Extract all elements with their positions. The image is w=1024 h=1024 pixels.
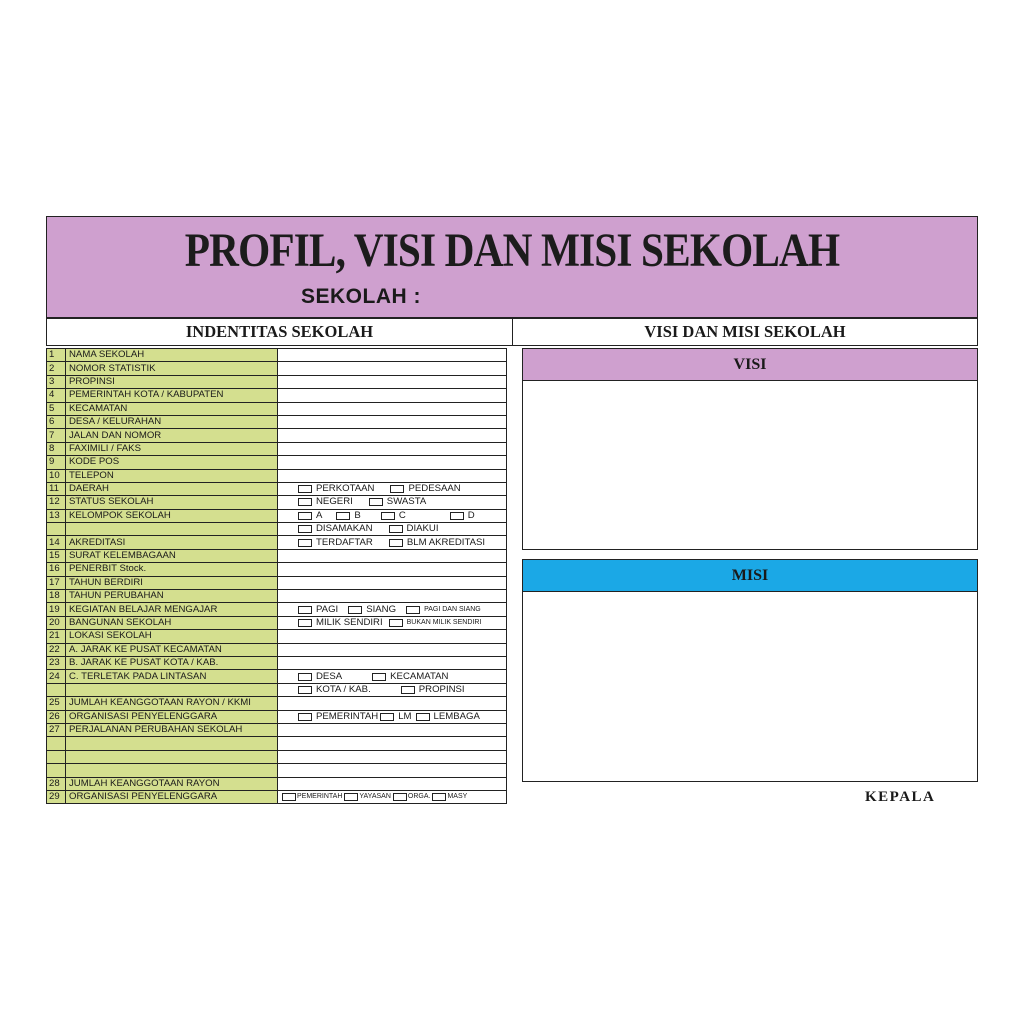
table-row (47, 469, 507, 482)
school-name-label: SEKOLAH : (301, 285, 421, 308)
checkbox-option[interactable] (372, 671, 448, 683)
row-label: PROPINSI (66, 375, 278, 388)
visi-title: VISI (523, 349, 977, 381)
option-group (280, 684, 506, 696)
row-number: 29 (47, 790, 66, 803)
table-row (47, 737, 507, 750)
checkbox-option[interactable] (381, 510, 406, 522)
row-number: 5 (47, 402, 66, 415)
row-number (47, 683, 66, 696)
row-label: STATUS SEKOLAH (66, 496, 278, 509)
checkbox[interactable] (372, 673, 386, 681)
checkbox-option[interactable] (401, 684, 465, 696)
table-row (47, 536, 507, 549)
visi-content-area[interactable] (523, 381, 977, 549)
row-value-field[interactable] (278, 764, 507, 777)
table-row (47, 389, 507, 402)
checkbox-option[interactable] (389, 523, 439, 535)
row-value-field[interactable] (278, 590, 507, 603)
row-number: 17 (47, 576, 66, 589)
checkbox-label: TERDAFTAR (316, 536, 373, 548)
checkbox-label: LEMBAGA (433, 710, 480, 722)
option-group (280, 537, 506, 549)
checkbox[interactable] (298, 485, 312, 493)
row-number: 13 (47, 509, 66, 522)
row-value-field[interactable] (278, 469, 507, 482)
row-label: ORGANISASI PENYELENGGARA (66, 710, 278, 723)
checkbox-option[interactable] (298, 537, 373, 549)
checkbox-label: DISAMAKAN (316, 523, 373, 535)
checkbox-label: DESA (316, 670, 343, 682)
table-row (47, 482, 507, 495)
row-label (66, 683, 278, 696)
checkbox[interactable] (406, 606, 420, 614)
row-value-field[interactable] (278, 603, 507, 616)
row-value-field[interactable] (278, 790, 507, 803)
checkbox-label: A (316, 509, 323, 521)
row-label: C. TERLETAK PADA LINTASAN (66, 670, 278, 683)
checkbox[interactable] (298, 498, 312, 506)
row-value-field[interactable] (278, 389, 507, 402)
row-value-field[interactable] (278, 415, 507, 428)
row-number: 3 (47, 375, 66, 388)
row-label: KECAMATAN (66, 402, 278, 415)
table-row (47, 456, 507, 469)
row-value-field[interactable] (278, 456, 507, 469)
row-label (66, 750, 278, 763)
row-number: 26 (47, 710, 66, 723)
checkbox-label: MILIK SENDIRI (316, 617, 383, 628)
row-label: ORGANISASI PENYELENGGARA (66, 790, 278, 803)
page-title: PROFIL, VISI DAN MISI SEKOLAH (184, 224, 840, 277)
row-value-field[interactable] (278, 630, 507, 643)
row-value-field[interactable] (278, 563, 507, 576)
row-label: AKREDITASI (66, 536, 278, 549)
table-row (47, 549, 507, 562)
checkbox[interactable] (380, 713, 394, 721)
section-headers (46, 318, 978, 346)
row-value-field[interactable] (278, 656, 507, 669)
row-number (47, 750, 66, 763)
title-banner (46, 216, 978, 318)
checkbox[interactable] (298, 512, 312, 520)
row-value-field[interactable] (278, 643, 507, 656)
table-row (47, 415, 507, 428)
row-number (47, 737, 66, 750)
row-value-field[interactable] (278, 723, 507, 736)
table-row (47, 683, 507, 696)
checkbox[interactable] (389, 539, 403, 547)
checkbox[interactable] (381, 512, 395, 520)
checkbox-option[interactable] (348, 604, 396, 616)
row-label (66, 764, 278, 777)
table-row (47, 375, 507, 388)
checkbox-option[interactable] (450, 510, 475, 522)
checkbox[interactable] (298, 606, 312, 614)
row-number: 8 (47, 442, 66, 455)
row-value-field[interactable] (278, 536, 507, 549)
row-label: JALAN DAN NOMOR (66, 429, 278, 442)
row-value-field[interactable] (278, 576, 507, 589)
table-row (47, 670, 507, 683)
kepala-label: KEPALA (865, 789, 936, 805)
checkbox-option[interactable] (298, 617, 383, 629)
row-value-field[interactable] (278, 402, 507, 415)
checkbox-label: ORGA. (407, 793, 431, 801)
visi-panel (522, 348, 978, 550)
row-label: TAHUN BERDIRI (66, 576, 278, 589)
checkbox-label: BUKAN MILIK SENDIRI (406, 619, 482, 626)
row-label: TELEPON (66, 469, 278, 482)
row-label: KEGIATAN BELAJAR MENGAJAR (66, 603, 278, 616)
row-label: BANGUNAN SEKOLAH (66, 616, 278, 629)
table-row (47, 509, 507, 522)
row-label: PENERBIT Stock. (66, 563, 278, 576)
option-group (280, 604, 506, 616)
table-row (47, 616, 507, 629)
row-value-field[interactable] (278, 375, 507, 388)
checkbox-label: PEMERINTAH (316, 710, 379, 722)
row-label: JUMLAH KEANGGOTAAN RAYON (66, 777, 278, 790)
checkbox-label: YAYASAN (359, 793, 391, 801)
checkbox-label: MASY (447, 793, 468, 801)
checkbox[interactable] (389, 619, 403, 627)
row-number: 10 (47, 469, 66, 482)
checkbox[interactable] (369, 498, 383, 506)
table-row (47, 603, 507, 616)
checkbox-option[interactable] (298, 496, 353, 508)
row-value-field[interactable] (278, 549, 507, 562)
row-value-field[interactable] (278, 710, 507, 723)
checkbox-label: PAGI (316, 603, 339, 615)
table-row (47, 429, 507, 442)
checkbox-label: PEDESAAN (408, 483, 461, 495)
row-label (66, 523, 278, 536)
option-group (280, 510, 506, 522)
checkbox[interactable] (336, 512, 350, 520)
row-label: NOMOR STATISTIK (66, 362, 278, 375)
table-row (47, 349, 507, 362)
row-value-field[interactable] (278, 697, 507, 710)
table-row (47, 710, 507, 723)
row-value-field[interactable] (278, 737, 507, 750)
row-label: KODE POS (66, 456, 278, 469)
checkbox[interactable] (298, 619, 312, 627)
checkbox[interactable] (282, 793, 296, 801)
table-row (47, 643, 507, 656)
checkbox-option[interactable] (390, 483, 460, 495)
checkbox-label: B (354, 509, 361, 521)
row-label: LOKASI SEKOLAH (66, 630, 278, 643)
table-row (47, 496, 507, 509)
row-label: JUMLAH KEANGGOTAAN RAYON / KKMI (66, 697, 278, 710)
row-value-field[interactable] (278, 616, 507, 629)
misi-panel (522, 559, 978, 782)
table-row (47, 764, 507, 777)
row-label: KELOMPOK SEKOLAH (66, 509, 278, 522)
vision-mission-section-title: VISI DAN MISI SEKOLAH (644, 322, 846, 341)
row-label: B. JARAK KE PUSAT KOTA / KAB. (66, 656, 278, 669)
table-row (47, 362, 507, 375)
checkbox-option[interactable] (369, 496, 426, 508)
option-group (280, 617, 506, 629)
identity-section-title: INDENTITAS SEKOLAH (47, 319, 513, 345)
row-number: 14 (47, 536, 66, 549)
row-number: 2 (47, 362, 66, 375)
row-label: DAERAH (66, 482, 278, 495)
checkbox-label: KECAMATAN (390, 670, 449, 682)
checkbox[interactable] (390, 485, 404, 493)
checkbox[interactable] (416, 713, 430, 721)
row-number: 23 (47, 656, 66, 669)
row-number: 6 (47, 415, 66, 428)
table-row (47, 656, 507, 669)
table-row (47, 402, 507, 415)
row-number: 22 (47, 643, 66, 656)
checkbox-label: DIAKUI (406, 523, 439, 535)
checkbox-option[interactable] (344, 791, 391, 803)
checkbox-option[interactable] (336, 510, 360, 522)
checkbox[interactable] (298, 686, 312, 694)
checkbox-label: C (398, 509, 406, 521)
option-group (280, 483, 506, 495)
checkbox-label: D (467, 509, 475, 521)
row-label: TAHUN PERUBAHAN (66, 590, 278, 603)
identity-table (46, 348, 507, 804)
row-value-field[interactable] (278, 670, 507, 683)
row-number: 9 (47, 456, 66, 469)
row-value-field[interactable] (278, 349, 507, 362)
row-number: 16 (47, 563, 66, 576)
row-number: 15 (47, 549, 66, 562)
table-row (47, 790, 507, 803)
checkbox-label: NEGERI (316, 496, 353, 508)
table-row (47, 630, 507, 643)
checkbox-option[interactable] (298, 671, 342, 683)
row-label: SURAT KELEMBAGAAN (66, 549, 278, 562)
row-label: PERJALANAN PERUBAHAN SEKOLAH (66, 723, 278, 736)
checkbox-label: BLM AKREDITASI (406, 536, 486, 548)
row-value-field[interactable] (278, 482, 507, 495)
checkbox-option[interactable] (389, 617, 482, 629)
checkbox-label: LM (398, 710, 412, 722)
row-number: 27 (47, 723, 66, 736)
row-label: A. JARAK KE PUSAT KECAMATAN (66, 643, 278, 656)
checkbox-option[interactable] (298, 711, 378, 723)
misi-content-area[interactable] (523, 592, 977, 781)
row-value-field[interactable] (278, 496, 507, 509)
checkbox[interactable] (298, 673, 312, 681)
table-row (47, 697, 507, 710)
checkbox-label: PEMERINTAH (297, 793, 343, 801)
row-number: 25 (47, 697, 66, 710)
row-label: DESA / KELURAHAN (66, 415, 278, 428)
row-value-field[interactable] (278, 442, 507, 455)
checkbox[interactable] (401, 686, 415, 694)
checkbox-option[interactable] (416, 711, 480, 723)
checkbox-option[interactable] (298, 510, 322, 522)
checkbox[interactable] (298, 525, 312, 533)
row-value-field[interactable] (278, 750, 507, 763)
option-group (280, 791, 506, 803)
table-row (47, 750, 507, 763)
row-number: 24 (47, 670, 66, 683)
checkbox-label: PAGI DAN SIANG (424, 605, 481, 613)
option-group (280, 671, 506, 683)
option-group (280, 523, 506, 535)
checkbox[interactable] (389, 525, 403, 533)
checkbox-option[interactable] (282, 791, 342, 803)
row-number: 21 (47, 630, 66, 643)
checkbox[interactable] (348, 606, 362, 614)
row-number: 19 (47, 603, 66, 616)
checkbox-option[interactable] (380, 711, 411, 723)
row-value-field[interactable] (278, 509, 507, 522)
row-number: 12 (47, 496, 66, 509)
row-number: 4 (47, 389, 66, 402)
checkbox-label: SWASTA (386, 496, 427, 508)
table-row (47, 590, 507, 603)
checkbox-option[interactable] (298, 483, 374, 495)
option-group (280, 496, 506, 508)
checkbox[interactable] (344, 793, 358, 801)
row-label: FAXIMILI / FAKS (66, 442, 278, 455)
checkbox-label: SIANG (366, 603, 397, 615)
table-row (47, 563, 507, 576)
row-number: 1 (47, 349, 66, 362)
row-number (47, 523, 66, 536)
checkbox[interactable] (393, 793, 407, 801)
checkbox-option[interactable] (432, 791, 467, 803)
table-row (47, 723, 507, 736)
row-value-field[interactable] (278, 523, 507, 536)
checkbox[interactable] (432, 793, 446, 801)
checkbox-option[interactable] (298, 684, 371, 696)
row-number: 11 (47, 482, 66, 495)
checkbox-option[interactable] (393, 791, 431, 803)
row-value-field[interactable] (278, 683, 507, 696)
checkbox-option[interactable] (298, 604, 338, 616)
row-label: NAMA SEKOLAH (66, 349, 278, 362)
checkbox-option[interactable] (298, 523, 373, 535)
row-number (47, 764, 66, 777)
checkbox[interactable] (450, 512, 464, 520)
row-number: 20 (47, 616, 66, 629)
misi-title: MISI (523, 560, 977, 592)
checkbox[interactable] (298, 539, 312, 547)
checkbox[interactable] (298, 713, 312, 721)
row-label: PEMERINTAH KOTA / KABUPATEN (66, 389, 278, 402)
row-number: 7 (47, 429, 66, 442)
checkbox-label: PERKOTAAN (316, 483, 375, 495)
option-group (280, 711, 506, 723)
checkbox-label: KOTA / KAB. (316, 683, 371, 695)
checkbox-label: PROPINSI (418, 683, 465, 695)
row-value-field[interactable] (278, 429, 507, 442)
row-value-field[interactable] (278, 362, 507, 375)
table-row (47, 777, 507, 790)
table-row (47, 442, 507, 455)
row-label (66, 737, 278, 750)
row-value-field[interactable] (278, 777, 507, 790)
row-number: 28 (47, 777, 66, 790)
table-row (47, 576, 507, 589)
checkbox-option[interactable] (406, 604, 481, 616)
row-number: 18 (47, 590, 66, 603)
table-row (47, 523, 507, 536)
checkbox-option[interactable] (389, 537, 485, 549)
